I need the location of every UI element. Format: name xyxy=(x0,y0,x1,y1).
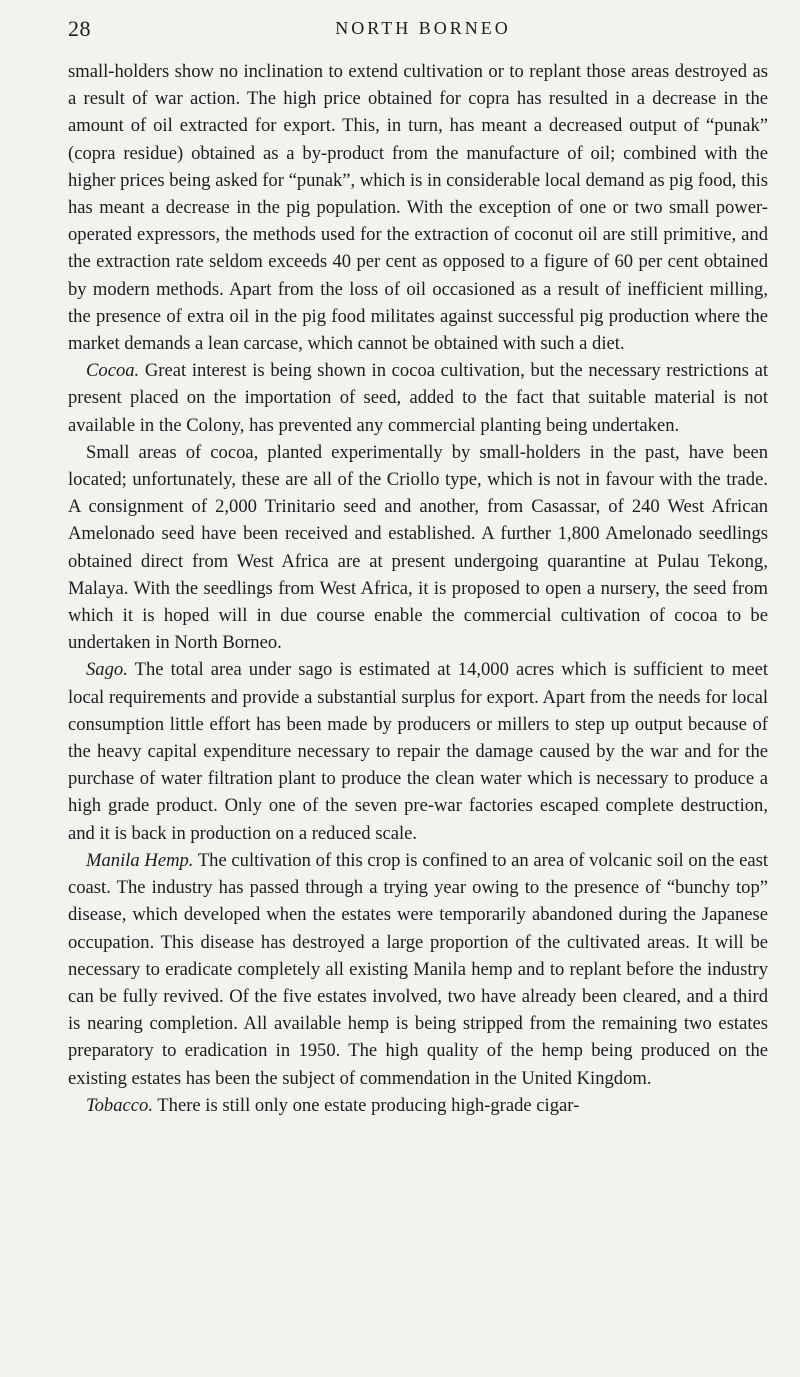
paragraph-manila-hemp xyxy=(68,847,768,1092)
body-text xyxy=(68,58,768,1119)
paragraph-text: Small areas of cocoa, planted experimentally by small-holders in the past, have been located; unfortunately, these are all of the Criollo type, which is not in favour with the trade. A consignment of 2,000 Trinitario seed and another, from Casassar, of 240 West African Amelonado seed have been received and established. A further 1,800 Amelonado seedlings obtained direct from West Africa are at present undergoing quarantine at Pulau Tekong, Malaya. With the seedlings from West Africa, it is proposed to open a nursery, the seed from which it is hoped will in due course enable the commercial cultivation of cocoa to be undertaken in North Borneo. xyxy=(68,441,768,654)
section-heading-cocoa: Cocoa. xyxy=(86,360,140,382)
section-heading-manila-hemp: Manila Hemp. xyxy=(86,849,194,871)
paragraph-copra xyxy=(68,58,768,357)
paragraph-cocoa-trials xyxy=(68,439,768,657)
paragraph-sago xyxy=(68,656,768,846)
running-head xyxy=(68,14,768,58)
paragraph-text: There is still only one estate producing high-grade cigar- xyxy=(152,1094,580,1116)
paragraph-text: small-holders show no inclination to extend cultivation or to replant those areas destroyed as a result of war action. The high price obtained for copra has resulted in a decrease in the amount of oil extracted for export. This, in turn, has meant a decreased output of “punak” (copra residue) obtained as a by-product from the manufacture of oil; combined with the higher prices being asked for “punak”, which is in considerable local demand as pig food, this has meant a decrease in the pig population. With the exception of one or two small power-operated expressors, the methods used for the extraction of coconut oil are still primitive, and the extraction rate seldom exceeds 40 per cent as opposed to a figure of 60 per cent obtained by modern methods. Apart from the loss of oil occasioned as a result of inefficient milling, the presence of extra oil in the pig food militates against successful pig production where the market demands a lean carcase, which cannot be obtained with such a diet. xyxy=(68,61,768,355)
paragraph-text: The total area under sago is estimated at 14,000 acres which is sufficient to meet local requirements and provide a substantial surplus for export. Apart from the needs for local consumption little effort has been made by producers or millers to step up output because of the heavy capital expenditure necessary to repair the damage caused by the war and for the purchase of water filtration plant to produce the clean water which is necessary to produce a high grade product. Only one of the seven pre-war factories escaped complete destruction, and it is back in production on a reduced scale. xyxy=(68,659,768,844)
section-heading-tobacco: Tobacco. xyxy=(86,1094,153,1116)
paragraph-tobacco xyxy=(68,1092,768,1119)
running-title: NORTH BORNEO xyxy=(335,18,511,38)
paragraph-cocoa xyxy=(68,357,768,439)
page-number: 28 xyxy=(68,16,91,41)
paragraph-text: The cultivation of this crop is confined to an area of volcanic soil on the east coast. The industry has passed through a trying year owing to the presence of “bunchy top” disease, which developed when the estates were temporarily abandoned during the Japanese occupation. This disease has destroyed a large proportion of the cultivated areas. It will be necessary to eradicate completely all existing Manila hemp and to replant before the industry can be fully revived. Of the five estates involved, two have already been cleared, and a third is nearing completion. All available hemp is being stripped from the remaining two estates preparatory to eradication in 1950. The high quality of the hemp being produced on the existing estates has been the subject of commendation in the United Kingdom. xyxy=(68,849,769,1089)
section-heading-sago: Sago. xyxy=(86,659,128,681)
paragraph-text: Great interest is being shown in cocoa cultivation, but the necessary restrictions at present placed on the importation of seed, added to the fact that suitable material is not available in the Colony, has prevented any commercial planting being undertaken. xyxy=(68,360,768,436)
